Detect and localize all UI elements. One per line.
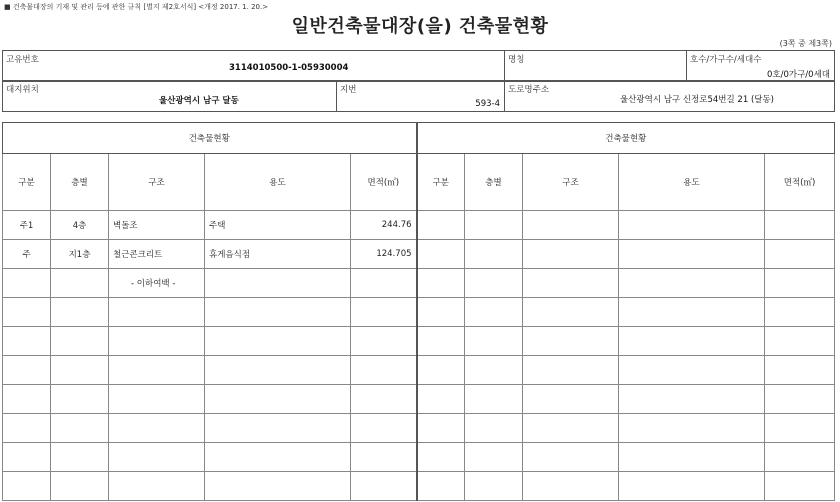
empty-cell-type <box>417 414 465 443</box>
empty-cell-area <box>765 385 835 414</box>
cell-floor <box>51 443 109 472</box>
page-title: 일반건축물대장(을) 건축물현황 <box>291 16 549 37</box>
empty-cell-use <box>619 298 765 327</box>
empty-cell-type <box>417 240 465 269</box>
empty-cell-type <box>417 472 465 501</box>
empty-cell-area <box>765 298 835 327</box>
building-info-table <box>2 50 835 82</box>
empty-cell-floor <box>465 356 523 385</box>
location-info-table <box>2 80 835 112</box>
cell-type <box>3 269 51 298</box>
cell-area <box>351 327 417 356</box>
cell-use <box>205 298 351 327</box>
cell-use <box>205 356 351 385</box>
empty-cell-type <box>417 385 465 414</box>
cell-area <box>351 269 417 298</box>
empty-cell-use <box>619 327 765 356</box>
cell-area: 124.705 <box>351 240 417 269</box>
section-title-right: 건축물현황 <box>417 123 835 154</box>
col-header-use-left: 용도 <box>205 154 351 211</box>
cell-floor: 4층 <box>51 211 109 240</box>
road-address-value: 울산광역시 남구 신정로54번길 21 (달동) <box>619 95 774 105</box>
cell-structure <box>109 356 205 385</box>
empty-cell-structure <box>523 385 619 414</box>
lot-number-label: 지번 <box>340 85 357 95</box>
empty-cell-area <box>765 269 835 298</box>
cell-type <box>3 356 51 385</box>
empty-cell-use <box>619 385 765 414</box>
table-row <box>3 443 835 472</box>
cell-type <box>3 385 51 414</box>
empty-cell-use <box>619 414 765 443</box>
empty-cell-floor <box>465 269 523 298</box>
cell-use <box>205 472 351 501</box>
cell-use: 휴게음식점 <box>205 240 351 269</box>
empty-cell-floor <box>465 327 523 356</box>
cell-floor: 지1층 <box>51 240 109 269</box>
cell-structure: - 이하여백 - <box>109 269 205 298</box>
cell-type <box>3 443 51 472</box>
cell-use <box>205 443 351 472</box>
empty-cell-floor <box>465 211 523 240</box>
empty-cell-type <box>417 356 465 385</box>
empty-cell-structure <box>523 240 619 269</box>
cell-type: 주1 <box>3 211 51 240</box>
col-header-floor-left: 층별 <box>51 154 109 211</box>
cell-type <box>3 414 51 443</box>
empty-cell-structure <box>523 327 619 356</box>
cell-floor <box>51 356 109 385</box>
empty-cell-area <box>765 211 835 240</box>
table-row <box>3 240 835 269</box>
cell-floor <box>51 472 109 501</box>
building-status-table <box>2 122 835 501</box>
cell-type <box>3 298 51 327</box>
cell-structure <box>109 385 205 414</box>
empty-cell-type <box>417 327 465 356</box>
table-row <box>3 356 835 385</box>
cell-floor <box>51 298 109 327</box>
cell-type <box>3 327 51 356</box>
empty-cell-floor <box>465 385 523 414</box>
empty-cell-floor <box>465 443 523 472</box>
cell-area <box>351 385 417 414</box>
cell-structure <box>109 472 205 501</box>
empty-cell-type <box>417 211 465 240</box>
cell-structure <box>109 443 205 472</box>
road-address-label: 도로명주소 <box>508 85 550 95</box>
col-header-area-right: 면적(㎡) <box>765 154 835 211</box>
empty-cell-structure <box>523 211 619 240</box>
empty-cell-floor <box>465 240 523 269</box>
empty-cell-use <box>619 472 765 501</box>
empty-cell-area <box>765 414 835 443</box>
section-title-left: 건축물현황 <box>3 123 417 154</box>
col-header-area-left: 면적(㎡) <box>351 154 417 211</box>
empty-cell-area <box>765 356 835 385</box>
cell-structure <box>109 298 205 327</box>
empty-cell-floor <box>465 298 523 327</box>
empty-cell-use <box>619 443 765 472</box>
col-header-structure-right: 구조 <box>523 154 619 211</box>
cell-area: 244.76 <box>351 211 417 240</box>
units-cell <box>687 51 835 82</box>
cell-type <box>3 472 51 501</box>
table-row <box>3 269 835 298</box>
empty-cell-structure <box>523 356 619 385</box>
name-cell <box>505 51 687 82</box>
table-row <box>3 414 835 443</box>
cell-structure <box>109 327 205 356</box>
cell-area <box>351 356 417 385</box>
cell-area <box>351 472 417 501</box>
empty-cell-use <box>619 356 765 385</box>
empty-cell-use <box>619 211 765 240</box>
units-label: 호수/가구수/세대수 <box>690 55 762 65</box>
cell-use: 주택 <box>205 211 351 240</box>
cell-area <box>351 298 417 327</box>
col-header-type-left: 구분 <box>3 154 51 211</box>
empty-cell-type <box>417 298 465 327</box>
cell-area <box>351 414 417 443</box>
site-location-cell <box>3 81 337 112</box>
cell-use <box>205 385 351 414</box>
unique-number-value: 3114010500-1-05930004 <box>229 63 349 73</box>
col-header-type-right: 구분 <box>417 154 465 211</box>
empty-cell-area <box>765 240 835 269</box>
lot-number-value: 593-4 <box>475 99 500 109</box>
col-header-structure-left: 구조 <box>109 154 205 211</box>
empty-cell-floor <box>465 414 523 443</box>
empty-cell-type <box>417 269 465 298</box>
empty-cell-type <box>417 443 465 472</box>
empty-cell-structure <box>523 269 619 298</box>
cell-structure <box>109 414 205 443</box>
empty-cell-floor <box>465 472 523 501</box>
cell-floor <box>51 269 109 298</box>
form-regulation-note: ■ 건축물대장의 기재 및 관리 등에 관한 규칙 [별지 제2호서식] <개정 2017. 1. 20.> <box>4 3 269 11</box>
cell-type: 주 <box>3 240 51 269</box>
lot-number-cell <box>337 81 505 112</box>
unique-number-cell <box>3 51 505 82</box>
empty-cell-area <box>765 472 835 501</box>
site-location-label: 대지위치 <box>6 85 39 95</box>
col-header-use-right: 용도 <box>619 154 765 211</box>
road-address-cell <box>505 81 835 112</box>
units-value: 0호/0가구/0세대 <box>766 70 830 80</box>
cell-structure: 벽돌조 <box>109 211 205 240</box>
unique-number-label: 고유번호 <box>6 55 39 65</box>
table-row <box>3 211 835 240</box>
empty-cell-structure <box>523 298 619 327</box>
empty-cell-use <box>619 269 765 298</box>
table-row <box>3 298 835 327</box>
empty-cell-area <box>765 327 835 356</box>
col-header-floor-right: 층별 <box>465 154 523 211</box>
page-count-note: (3쪽 중 제3쪽) <box>779 39 832 48</box>
empty-cell-structure <box>523 443 619 472</box>
cell-use <box>205 414 351 443</box>
empty-cell-structure <box>523 414 619 443</box>
table-row <box>3 385 835 414</box>
cell-floor <box>51 414 109 443</box>
empty-cell-structure <box>523 472 619 501</box>
cell-floor <box>51 327 109 356</box>
cell-area <box>351 443 417 472</box>
cell-floor <box>51 385 109 414</box>
cell-structure: 철근콘크리트 <box>109 240 205 269</box>
table-row <box>3 327 835 356</box>
table-row <box>3 472 835 501</box>
name-label: 명칭 <box>508 55 525 65</box>
empty-cell-area <box>765 443 835 472</box>
site-location-value: 울산광역시 남구 달동 <box>159 96 239 106</box>
cell-use <box>205 327 351 356</box>
cell-use <box>205 269 351 298</box>
empty-cell-use <box>619 240 765 269</box>
